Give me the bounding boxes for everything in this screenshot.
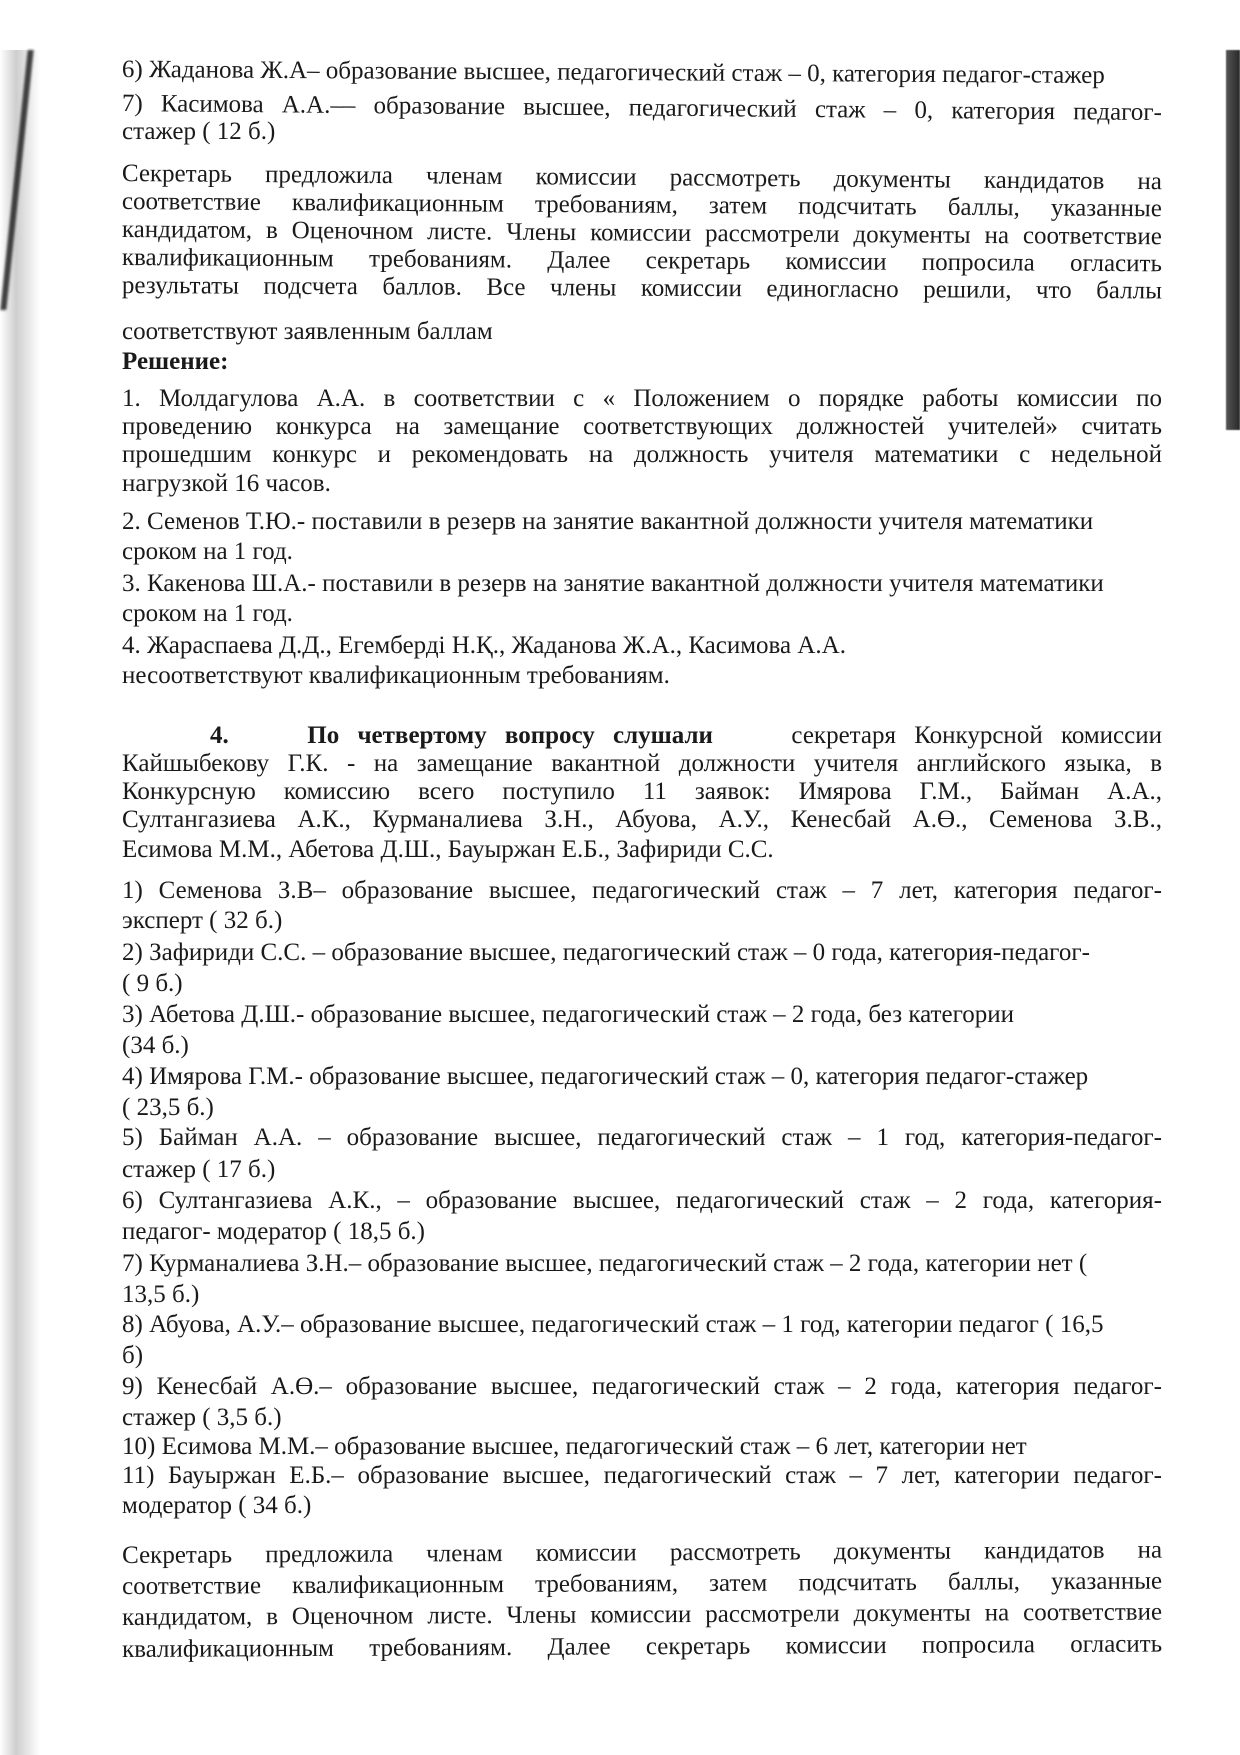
decision-line: сроком на 1 год.: [122, 538, 293, 565]
paragraph-line: соответствуют заявленным баллам: [122, 318, 493, 345]
candidate-item: 3) Абетова Д.Ш.- образование высшее, педагогический стаж – 2 года, без категории: [122, 1001, 1014, 1028]
paragraph-line: Секретарь предложила членам комиссии рассмотреть документы кандидатов на: [121, 160, 1162, 196]
question4-line: Есимова М.М., Абетова Д.Ш., Бауыржан Е.Б., Зафириди С.С.: [122, 836, 774, 863]
paragraph-line: Секретарь предложила членам комиссии рассмотреть документы кандидатов на: [122, 1536, 1163, 1569]
paragraph-line: квалификационным требованиям. Далее секретарь комиссии попросила огласить: [121, 244, 1162, 278]
decision-heading: Решение:: [122, 348, 229, 375]
candidate-item: стажер ( 17 б.): [122, 1156, 276, 1183]
decision-line: 4. Жараспаева Д.Д., Егемберді Н.Қ., Жаданова Ж.А., Касимова А.А.: [122, 632, 846, 659]
paragraph-line: соответствие квалификационным требованиям, затем подсчитать баллы, указанные: [121, 188, 1162, 223]
decision-line: сроком на 1 год.: [122, 600, 293, 627]
paragraph-line: кандидатом, в Оценочном листе. Члены комиссии рассмотрели документы на соответствие: [122, 1598, 1163, 1631]
candidate-item: 7) Курманалиева З.Н.– образование высшее, педагогический стаж – 2 года, категории нет (: [122, 1250, 1088, 1277]
candidate-item: (34 б.): [122, 1032, 189, 1059]
decision-line: нагрузкой 16 часов.: [122, 470, 331, 497]
candidate-item: 2) Зафириди С.С. – образование высшее, педагогический стаж – 0 года, категория-педагог-: [122, 939, 1090, 966]
paragraph-line: кандидатом, в Оценочном листе. Члены комиссии рассмотрели документы на соответствие: [121, 216, 1162, 251]
paragraph-line: соответствие квалификационным требованиям, затем подсчитать баллы, указанные: [122, 1567, 1163, 1600]
candidate-item: 9) Кенесбай А.Ө.– образование высшее, педагогический стаж – 2 года, категория педагог-: [122, 1373, 1162, 1400]
question-lead: По четвертому вопросу слушали: [307, 722, 713, 749]
candidate-item: 6) Султангазиева А.К., – образование высшее, педагогический стаж – 2 года, категория-: [122, 1187, 1162, 1214]
decision-line: прошедшим конкурс и рекомендовать на должность учителя математики с недельной: [122, 441, 1162, 468]
candidate-item: 5) Байман А.А. – образование высшее, педагогический стаж – 1 год, категория-педагог-: [122, 1124, 1162, 1151]
candidate-item: 11) Бауыржан Е.Б.– образование высшее, педагогический стаж – 7 лет, категории педагог-: [122, 1462, 1162, 1489]
candidate-item: 1) Семенова З.В– образование высшее, педагогический стаж – 7 лет, категория педагог-: [122, 877, 1162, 904]
candidate-item: стажер ( 3,5 б.): [122, 1404, 282, 1431]
decision-line: несоответствуют квалификационным требованиям.: [122, 662, 670, 689]
question4-heading: [210, 722, 1162, 750]
question-number: 4.: [210, 722, 229, 749]
paragraph-line: результаты подсчета баллов. Все члены комиссии единогласно решили, что баллы: [121, 272, 1162, 305]
candidate-item: эксперт ( 32 б.): [122, 907, 283, 934]
decision-line: 1. Молдагулова А.А. в соответствии с « Положением о порядке работы комиссии по: [122, 385, 1162, 412]
candidate-item: 8) Абуова, А.У.– образование высшее, педагогический стаж – 1 год, категории педагог ( 16,5: [122, 1311, 1104, 1338]
scan-edge-right: [1226, 50, 1240, 430]
question-lead-rest: секретаря Конкурсной комиссии: [791, 722, 1162, 749]
candidate-item: 6) Жаданова Ж.А– образование высшее, педагогический стаж – 0, категория педагог-стажер: [121, 56, 1105, 90]
candidate-item: б): [122, 1342, 144, 1369]
question4-line: Кайшыбекову Г.К. - на замещание вакантной должности учителя английского языка, в: [122, 750, 1162, 777]
candidate-item: стажер ( 12 б.): [122, 118, 276, 145]
candidate-item: ( 23,5 б.): [122, 1094, 214, 1121]
candidate-item: 10) Есимова М.М.– образование высшее, педагогический стаж – 6 лет, категории нет: [122, 1433, 1027, 1460]
candidate-item: ( 9 б.): [122, 970, 183, 997]
paragraph-line: квалификационным требованиям. Далее секретарь комиссии попросила огласить: [122, 1630, 1163, 1663]
question4-line: Конкурсную комиссию всего поступило 11 заявок: Имярова Г.М., Байман А.А.,: [122, 778, 1162, 805]
candidate-item: 7) Касимова А.А.–– образование высшее, педагогический стаж – 0, категория педагог-: [121, 90, 1162, 127]
candidate-item: педагог- модератор ( 18,5 б.): [122, 1218, 426, 1245]
candidate-item: 4) Имярова Г.М.- образование высшее, педагогический стаж – 0, категория педагог-стажер: [122, 1063, 1089, 1090]
decision-line: проведению конкурса на замещание соответствующих должностей учителей» считать: [122, 413, 1162, 440]
candidate-item: 13,5 б.): [122, 1281, 200, 1308]
question4-line: Султангазиева А.К., Курманалиева З.Н., Абуова, А.У., Кенесбай А.Ө., Семенова З.В.,: [122, 806, 1162, 833]
decision-line: 2. Семенов Т.Ю.- поставили в резерв на занятие вакантной должности учителя математики: [122, 508, 1094, 535]
decision-line: 3. Какенова Ш.А.- поставили в резерв на занятие вакантной должности учителя математики: [122, 570, 1104, 597]
candidate-item: модератор ( 34 б.): [122, 1492, 312, 1519]
